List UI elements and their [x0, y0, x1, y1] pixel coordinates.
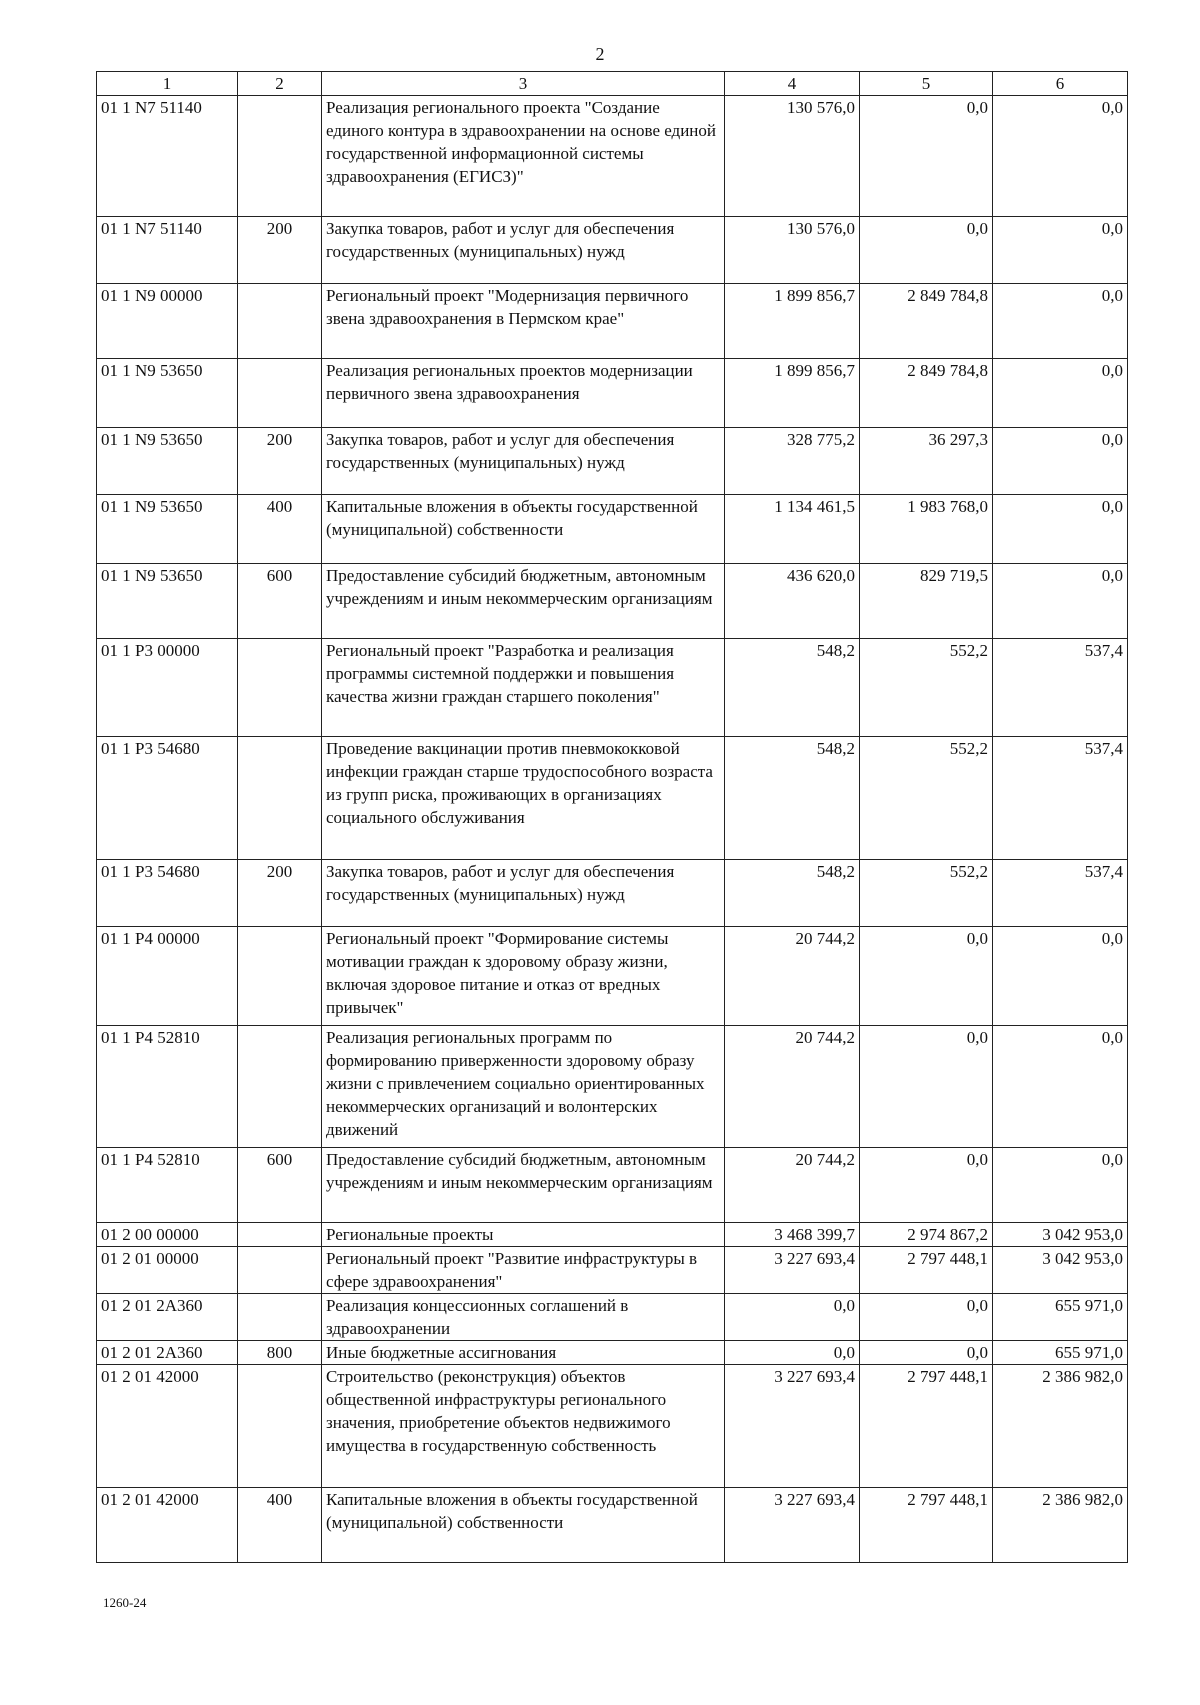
row-value-col4: 548,2 [725, 860, 860, 927]
row-value-col6: 537,4 [993, 639, 1128, 737]
row-code: 01 1 N9 53650 [97, 564, 238, 639]
row-expense-type [238, 96, 322, 217]
row-name: Капитальные вложения в объекты государственной (муниципальной) собственности [322, 495, 725, 564]
table-row [97, 428, 1128, 495]
row-code: 01 2 01 42000 [97, 1365, 238, 1488]
row-code: 01 2 01 2A360 [97, 1341, 238, 1365]
row-value-col6: 0,0 [993, 927, 1128, 1026]
row-value-col5: 2 797 448,1 [860, 1488, 993, 1563]
row-value-col4: 130 576,0 [725, 96, 860, 217]
row-code: 01 1 N9 00000 [97, 284, 238, 359]
table-row [97, 1488, 1128, 1563]
header-col-1: 1 [97, 72, 238, 96]
row-value-col4: 3 227 693,4 [725, 1247, 860, 1294]
header-col-4: 4 [725, 72, 860, 96]
table-row [97, 1223, 1128, 1247]
row-name: Предоставление субсидий бюджетным, автономным учреждениям и иным некоммерческим организациям [322, 564, 725, 639]
row-value-col5: 552,2 [860, 737, 993, 860]
row-value-col4: 0,0 [725, 1294, 860, 1341]
row-value-col6: 0,0 [993, 284, 1128, 359]
row-code: 01 1 P4 52810 [97, 1026, 238, 1148]
header-col-2: 2 [238, 72, 322, 96]
row-code: 01 2 00 00000 [97, 1223, 238, 1247]
row-code: 01 1 P4 52810 [97, 1148, 238, 1223]
row-name: Реализация регионального проекта "Создание единого контура в здравоохранении на основе единой государственной информационной системы здравоохранения (ЕГИСЗ)" [322, 96, 725, 217]
row-value-col6: 537,4 [993, 737, 1128, 860]
row-value-col5: 0,0 [860, 96, 993, 217]
row-expense-type: 400 [238, 495, 322, 564]
row-value-col4: 328 775,2 [725, 428, 860, 495]
row-expense-type [238, 639, 322, 737]
row-expense-type: 600 [238, 1148, 322, 1223]
row-name: Региональный проект "Развитие инфраструктуры в сфере здравоохранения" [322, 1247, 725, 1294]
row-value-col5: 36 297,3 [860, 428, 993, 495]
row-code: 01 1 P4 00000 [97, 927, 238, 1026]
row-value-col5: 0,0 [860, 1341, 993, 1365]
row-value-col5: 552,2 [860, 639, 993, 737]
row-name: Реализация региональных проектов модернизации первичного звена здравоохранения [322, 359, 725, 428]
row-value-col5: 2 797 448,1 [860, 1365, 993, 1488]
row-name: Капитальные вложения в объекты государственной (муниципальной) собственности [322, 1488, 725, 1563]
row-value-col5: 2 797 448,1 [860, 1247, 993, 1294]
header-row [97, 72, 1128, 96]
row-expense-type [238, 1247, 322, 1294]
row-value-col5: 552,2 [860, 860, 993, 927]
row-code: 01 1 N7 51140 [97, 217, 238, 284]
row-value-col4: 20 744,2 [725, 1026, 860, 1148]
row-code: 01 1 N9 53650 [97, 495, 238, 564]
table-row [97, 217, 1128, 284]
row-name: Закупка товаров, работ и услуг для обеспечения государственных (муниципальных) нужд [322, 860, 725, 927]
row-name: Строительство (реконструкция) объектов общественной инфраструктуры регионального значения, приобретение объектов недвижимого имущества в государственную собственность [322, 1365, 725, 1488]
row-value-col5: 0,0 [860, 1148, 993, 1223]
row-code: 01 1 N9 53650 [97, 428, 238, 495]
row-expense-type: 200 [238, 217, 322, 284]
budget-table [96, 71, 1128, 1563]
row-value-col6: 0,0 [993, 564, 1128, 639]
row-expense-type [238, 284, 322, 359]
table-row [97, 359, 1128, 428]
row-code: 01 1 P3 54680 [97, 860, 238, 927]
row-value-col4: 1 899 856,7 [725, 359, 860, 428]
row-expense-type [238, 1026, 322, 1148]
row-code: 01 1 P3 00000 [97, 639, 238, 737]
row-value-col4: 1 134 461,5 [725, 495, 860, 564]
row-name: Региональный проект "Модернизация первичного звена здравоохранения в Пермском крае" [322, 284, 725, 359]
row-value-col6: 3 042 953,0 [993, 1247, 1128, 1294]
row-value-col5: 2 974 867,2 [860, 1223, 993, 1247]
row-expense-type [238, 927, 322, 1026]
row-value-col5: 1 983 768,0 [860, 495, 993, 564]
row-code: 01 1 N7 51140 [97, 96, 238, 217]
row-value-col4: 548,2 [725, 737, 860, 860]
row-name: Предоставление субсидий бюджетным, автономным учреждениям и иным некоммерческим организациям [322, 1148, 725, 1223]
table-row [97, 1148, 1128, 1223]
table-row [97, 639, 1128, 737]
table-row [97, 1365, 1128, 1488]
table-row [97, 96, 1128, 217]
header-col-5: 5 [860, 72, 993, 96]
row-name: Региональные проекты [322, 1223, 725, 1247]
table-row [97, 860, 1128, 927]
row-value-col4: 20 744,2 [725, 1148, 860, 1223]
row-name: Региональный проект "Разработка и реализация программы системной поддержки и повышения качества жизни граждан старшего поколения" [322, 639, 725, 737]
row-name: Реализация концессионных соглашений в здравоохранении [322, 1294, 725, 1341]
row-expense-type: 800 [238, 1341, 322, 1365]
row-value-col4: 1 899 856,7 [725, 284, 860, 359]
row-value-col6: 0,0 [993, 495, 1128, 564]
row-name: Проведение вакцинации против пневмококковой инфекции граждан старше трудоспособного возраста из групп риска, проживающих в организациях социального обслуживания [322, 737, 725, 860]
header-col-6: 6 [993, 72, 1128, 96]
row-value-col5: 0,0 [860, 217, 993, 284]
row-code: 01 1 N9 53650 [97, 359, 238, 428]
row-name: Реализация региональных программ по формированию приверженности здоровому образу жизни с привлечением социально ориентированных некоммерческих организаций и волонтерских движений [322, 1026, 725, 1148]
row-name: Закупка товаров, работ и услуг для обеспечения государственных (муниципальных) нужд [322, 428, 725, 495]
table-row [97, 927, 1128, 1026]
row-code: 01 2 01 42000 [97, 1488, 238, 1563]
row-value-col6: 0,0 [993, 1148, 1128, 1223]
table-row [97, 1247, 1128, 1294]
table-row [97, 1294, 1128, 1341]
table-row [97, 1026, 1128, 1148]
row-value-col6: 0,0 [993, 217, 1128, 284]
row-name: Закупка товаров, работ и услуг для обеспечения государственных (муниципальных) нужд [322, 217, 725, 284]
row-value-col4: 3 468 399,7 [725, 1223, 860, 1247]
row-value-col4: 3 227 693,4 [725, 1488, 860, 1563]
table-row [97, 284, 1128, 359]
row-value-col4: 436 620,0 [725, 564, 860, 639]
row-value-col6: 0,0 [993, 359, 1128, 428]
page-number: 2 [595, 44, 605, 64]
row-value-col6: 2 386 982,0 [993, 1365, 1128, 1488]
row-expense-type: 400 [238, 1488, 322, 1563]
row-value-col5: 0,0 [860, 1294, 993, 1341]
row-value-col6: 2 386 982,0 [993, 1488, 1128, 1563]
row-value-col5: 829 719,5 [860, 564, 993, 639]
row-value-col4: 548,2 [725, 639, 860, 737]
row-value-col6: 655 971,0 [993, 1341, 1128, 1365]
row-value-col6: 3 042 953,0 [993, 1223, 1128, 1247]
row-value-col4: 130 576,0 [725, 217, 860, 284]
row-expense-type [238, 1294, 322, 1341]
footer-document-code: 1260-24 [103, 1595, 147, 1610]
row-name: Иные бюджетные ассигнования [322, 1341, 725, 1365]
row-value-col6: 655 971,0 [993, 1294, 1128, 1341]
row-expense-type [238, 1365, 322, 1488]
header-col-3: 3 [322, 72, 725, 96]
row-value-col5: 0,0 [860, 1026, 993, 1148]
row-name: Региональный проект "Формирование системы мотивации граждан к здоровому образу жизни, включая здоровое питание и отказ от вредных привычек" [322, 927, 725, 1026]
row-expense-type [238, 737, 322, 860]
row-value-col5: 0,0 [860, 927, 993, 1026]
row-value-col6: 537,4 [993, 860, 1128, 927]
table-row [97, 1341, 1128, 1365]
row-value-col5: 2 849 784,8 [860, 359, 993, 428]
row-value-col4: 20 744,2 [725, 927, 860, 1026]
row-value-col5: 2 849 784,8 [860, 284, 993, 359]
table-row [97, 564, 1128, 639]
row-value-col6: 0,0 [993, 428, 1128, 495]
table-row [97, 737, 1128, 860]
row-code: 01 2 01 00000 [97, 1247, 238, 1294]
row-expense-type: 200 [238, 860, 322, 927]
row-code: 01 2 01 2A360 [97, 1294, 238, 1341]
row-expense-type: 600 [238, 564, 322, 639]
row-expense-type [238, 359, 322, 428]
row-expense-type [238, 1223, 322, 1247]
row-value-col4: 0,0 [725, 1341, 860, 1365]
row-value-col4: 3 227 693,4 [725, 1365, 860, 1488]
table-row [97, 495, 1128, 564]
row-value-col6: 0,0 [993, 96, 1128, 217]
row-value-col6: 0,0 [993, 1026, 1128, 1148]
row-expense-type: 200 [238, 428, 322, 495]
row-code: 01 1 P3 54680 [97, 737, 238, 860]
